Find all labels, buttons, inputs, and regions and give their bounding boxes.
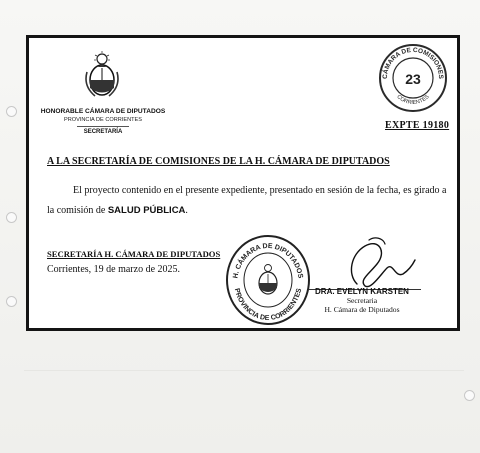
round-stamp-outer-text: CÁMARA DE COMISIONES: [381, 46, 445, 80]
body-paragraph: [47, 181, 451, 221]
body-text-after: .: [185, 205, 188, 216]
binder-hole: [6, 212, 17, 223]
place-and-date: Corrientes, 19 de marzo de 2025.: [47, 264, 181, 275]
svg-text:CORRIENTES: [395, 94, 430, 106]
oval-stamp-emblem-icon: [259, 265, 277, 295]
handwritten-signature: [329, 234, 419, 292]
signatory-organization: H. Cámara de Diputados: [324, 305, 400, 314]
signatory-role: Secretaria: [346, 296, 378, 305]
org-name: HONORABLE CÁMARA DE DIPUTADOS: [40, 108, 166, 115]
binder-hole: [464, 390, 475, 401]
round-stamp-inner-text: CORRIENTES: [395, 94, 431, 107]
signatory-name: DRA. EVELYN KARSTEN: [315, 287, 409, 296]
expediente-number: EXPTE 19180: [385, 120, 450, 131]
footer-office: SECRETARÍA H. CÁMARA DE DIPUTADOS: [47, 249, 221, 259]
binder-hole: [6, 296, 17, 307]
argentine-coat-of-arms-icon: [83, 50, 121, 100]
addressee-heading: A LA SECRETARÍA DE COMISIONES DE LA H. CÁMARA DE DIPUTADOS: [47, 156, 390, 167]
org-province: PROVINCIA DE CORRIENTES: [63, 117, 142, 123]
faint-lower-document: [24, 370, 464, 441]
body-text-before: El proyecto contenido en el presente expediente, presentado en sesión de la fecha, es girado a la comisión de: [47, 185, 447, 216]
header-divider: [77, 126, 129, 127]
round-stamp-number: 23: [405, 71, 421, 87]
commission-name: SALUD PÚBLICA: [107, 205, 186, 216]
commission-round-stamp: [377, 42, 449, 114]
oval-stamp-top-text: H. CÁMARA DE DIPUTADOS: [232, 242, 304, 279]
org-department: SECRETARÍA: [83, 129, 123, 135]
binder-hole: [6, 106, 17, 117]
document-card: [26, 35, 460, 331]
oval-stamp-bottom-text: PROVINCIA DE CORRIENTES: [232, 287, 304, 323]
